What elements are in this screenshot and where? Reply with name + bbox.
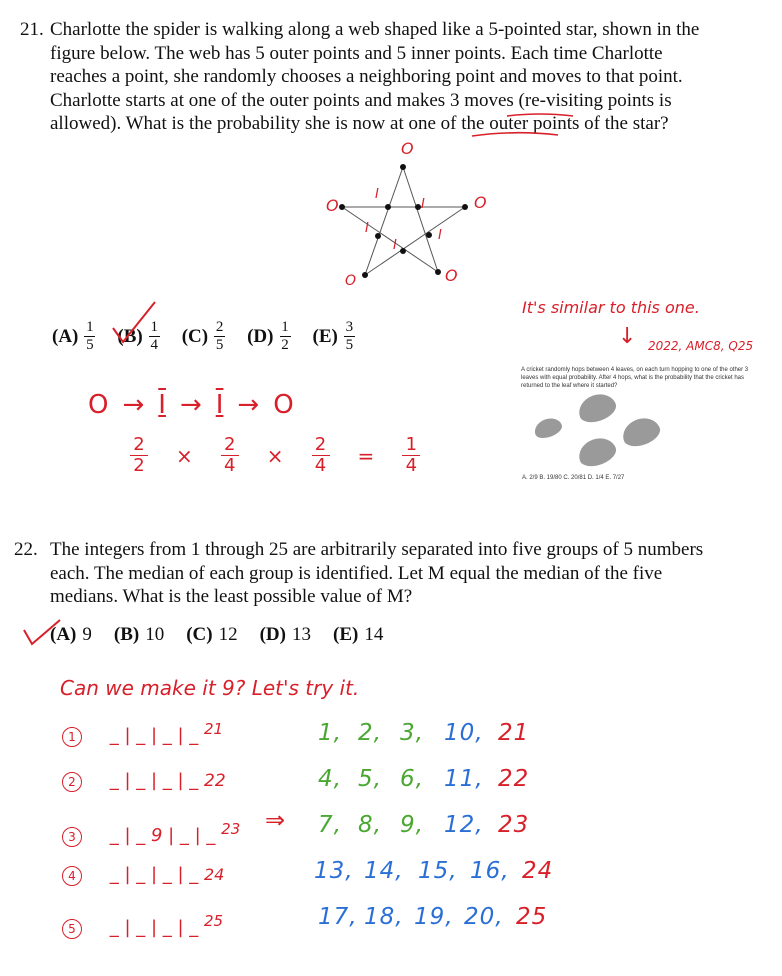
group-value: 5,: [358, 766, 382, 792]
group-value: 16,: [470, 858, 510, 884]
choice-value: 10: [145, 624, 165, 645]
choice-label: (A): [50, 624, 77, 645]
group-value: 18,: [364, 904, 404, 930]
problem-21-text: [50, 18, 770, 136]
group-row: [318, 904, 547, 930]
group-value: 23: [498, 812, 530, 838]
slot-value: 23: [221, 820, 241, 838]
circled-number: 1: [62, 727, 82, 747]
numerator: 2: [224, 434, 236, 455]
slot-row: [62, 770, 226, 792]
denominator: 2: [133, 455, 145, 476]
slot-value: 21: [204, 720, 224, 738]
numerator: 1: [86, 319, 94, 335]
choice-value: 9: [82, 624, 92, 645]
fraction: [84, 320, 95, 353]
down-arrow: ↓: [618, 324, 637, 349]
star-label-inner-1: I: [375, 187, 379, 202]
group-row: [318, 812, 529, 838]
slot-blanks: _ | _ 9 | _ | _: [109, 825, 216, 846]
denominator: 5: [86, 337, 94, 353]
group-value: 22: [498, 766, 530, 792]
choice-b[interactable]: [117, 320, 159, 353]
numerator: 1: [150, 319, 158, 335]
fraction: [280, 320, 291, 353]
calc-fraction: [221, 436, 239, 475]
path-i: I: [158, 390, 166, 420]
cricket-problem-text: A cricket randomly hops between 4 leaves, on each turn hopping to one of the other 3 leaves with equal probability. After 4 hops, what is the probability that the cricket has returned to the leaf where it started?: [521, 367, 749, 389]
slot-row: [62, 720, 223, 747]
choice-d[interactable]: [260, 624, 311, 646]
choice-e[interactable]: [333, 624, 383, 646]
leaf-icon: [575, 433, 620, 470]
star-label-outer-bl: O: [345, 273, 357, 289]
group-value: 2,: [358, 720, 382, 746]
star-label-outer-left: O: [326, 196, 339, 215]
path-arrow: →: [122, 390, 145, 420]
problem-21-line: figure below. The web has 5 outer points and 5 inner points. Each time Charlotte: [50, 42, 663, 64]
choice-a[interactable]: [50, 624, 92, 646]
path-work: [88, 390, 294, 420]
problem-21-line: allowed). What is the probability she is now at one of the outer points of the star?: [50, 113, 669, 134]
choice-b[interactable]: [114, 624, 164, 646]
group-value: 6,: [400, 766, 424, 792]
denominator: 2: [281, 337, 289, 353]
choice-a[interactable]: [52, 320, 95, 353]
choice-label: (B): [117, 325, 143, 347]
group-value: 20,: [464, 904, 504, 930]
similar-note: It's similar to this one.: [522, 298, 700, 317]
group-value: 21: [498, 720, 530, 746]
group-value: 24: [522, 858, 554, 884]
path-arrow: →: [237, 390, 260, 420]
problem-22-text: [50, 538, 770, 609]
implies-arrow: ⇒: [265, 806, 286, 834]
choice-label: (E): [333, 624, 359, 645]
problem-22-line: medians. What is the least possible value of M?: [50, 586, 413, 607]
group-value: 8,: [358, 812, 382, 838]
slot-blanks: _ | _ | _ | _: [109, 917, 199, 938]
path-i: I: [215, 390, 224, 420]
source-note: 2022, AMC8, Q25: [648, 339, 754, 353]
calc-fraction: [312, 436, 330, 475]
numerator: 2: [133, 434, 145, 455]
calc-fraction: [402, 436, 420, 475]
problem-21-choices: [52, 320, 377, 353]
choice-value: 13: [292, 624, 311, 645]
group-value: 10,: [444, 720, 484, 746]
group-value: 9,: [400, 812, 424, 838]
cricket-figure: [530, 395, 670, 465]
group-value: 19,: [414, 904, 454, 930]
times: ×: [176, 443, 193, 468]
denominator: 5: [215, 337, 224, 353]
denominator: 4: [405, 455, 418, 476]
group-value: 4,: [318, 766, 342, 792]
numerator: 3: [345, 319, 354, 335]
problem-22-choices: [50, 624, 405, 646]
group-value: 25: [516, 904, 548, 930]
group-value: 17,: [318, 904, 358, 930]
path-arrow: →: [179, 390, 202, 420]
slot-value: 24: [204, 865, 225, 884]
numerator: 2: [215, 319, 224, 335]
circled-number: 5: [62, 919, 82, 939]
choice-label: (C): [186, 624, 213, 645]
slot-blanks: _ | _ | _ | _: [109, 725, 199, 746]
circled-number: 4: [62, 866, 82, 886]
slot-value: 22: [204, 771, 226, 791]
question-note: Can we make it 9? Let's try it.: [60, 676, 360, 700]
choice-c[interactable]: [182, 320, 225, 353]
group-value: 14,: [364, 858, 404, 884]
choice-label: (A): [52, 325, 79, 347]
leaf-icon: [619, 413, 664, 450]
times: ×: [266, 443, 284, 468]
group-row: [318, 766, 529, 792]
problem-22-line: each. The median of each group is identified. Let M equal the median of the five: [50, 562, 663, 584]
star-label-inner-5: I: [393, 238, 397, 253]
denominator: 5: [345, 337, 354, 353]
slot-value: 25: [204, 912, 224, 930]
choice-d[interactable]: [247, 320, 290, 353]
star-label-inner-4: I: [438, 228, 442, 243]
choice-c[interactable]: [186, 624, 237, 646]
choice-label: (C): [181, 325, 209, 347]
problem-21-line: reaches a point, she randomly chooses a neighboring point and moves to that point.: [50, 66, 683, 87]
star-label-outer-br: O: [445, 266, 458, 285]
group-row: [318, 720, 529, 746]
slot-row: [62, 820, 240, 847]
problem-21-line: Charlotte the spider is walking along a web shaped like a 5-pointed star, shown in the: [50, 19, 700, 40]
group-value: 13,: [314, 858, 354, 884]
slot-blanks: _ | _ | _ | _: [109, 770, 199, 791]
circled-number: 3: [62, 827, 82, 847]
group-value: 7,: [318, 812, 342, 838]
slot-row: [62, 912, 223, 939]
groups-table: [314, 720, 738, 940]
choice-label: (B): [113, 624, 140, 645]
star-label-outer-right: O: [474, 193, 487, 212]
denominator: 4: [150, 337, 158, 353]
problem-22-line: The integers from 1 through 25 are arbitrarily separated into five groups of 5 numbers: [50, 539, 704, 560]
group-row: [314, 858, 553, 884]
group-value: 11,: [444, 766, 484, 792]
path-o: O: [273, 390, 294, 420]
denominator: 4: [224, 455, 236, 476]
leaf-icon: [575, 389, 620, 426]
choice-label: (D): [259, 624, 286, 645]
path-o: O: [88, 390, 109, 420]
group-value: 12,: [444, 812, 484, 838]
checkmark-icon: [109, 298, 169, 348]
probability-calc: [130, 436, 420, 475]
choice-label: (D): [247, 325, 274, 347]
numerator: 1: [281, 319, 289, 335]
circled-number: 2: [62, 772, 82, 792]
checkmark-icon: [20, 618, 70, 648]
equals: =: [357, 443, 375, 468]
moves-underline: [505, 110, 575, 124]
choice-e[interactable]: [313, 320, 355, 353]
star-label-inner-3: I: [365, 221, 369, 236]
fraction: [344, 320, 355, 353]
choice-value: 12: [218, 624, 238, 645]
choice-label: (E): [312, 325, 338, 347]
cricket-choices: A. 2/9 B. 19/80 C. 20/81 D. 1/4 E. 7/27: [522, 475, 625, 481]
star-label-outer-top: O: [401, 139, 414, 158]
fraction: [214, 320, 225, 353]
calc-fraction: [130, 436, 148, 475]
group-value: 3,: [400, 720, 424, 746]
group-value: 15,: [418, 858, 458, 884]
problem-21-line: Charlotte starts at one of the outer points and makes 3 moves (re-visiting points is: [50, 89, 672, 111]
numerator: 2: [314, 434, 327, 455]
leaf-icon: [532, 415, 564, 441]
denominator: 4: [314, 455, 327, 476]
slot-blanks: _ | _ | _ | _: [109, 864, 199, 885]
problem-22-number: 22.: [14, 539, 38, 560]
choice-value: 14: [364, 624, 384, 645]
numerator: 1: [405, 434, 418, 455]
star-label-inner-2: I: [421, 197, 425, 212]
group-value: 1,: [318, 720, 342, 746]
problem-21-number: 21.: [20, 19, 44, 40]
slot-row: [62, 864, 224, 886]
